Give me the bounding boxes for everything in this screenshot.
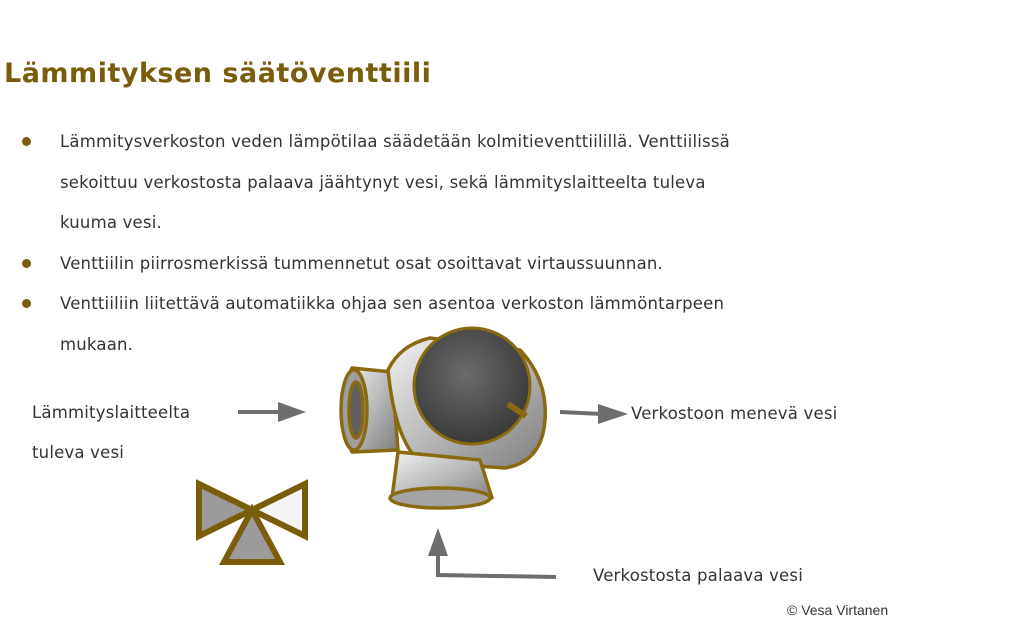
bullet-line: Venttiiliin liitettävä automatiikka ohjaa sen asentoa verkoston lämmöntarpeen xyxy=(60,294,725,313)
outlet-arrow-icon xyxy=(560,404,628,424)
outlet-label: Verkostoon menevä vesi xyxy=(631,404,838,423)
bullet-line: Lämmitysverkoston veden lämpötilaa säädetään kolmitieventtiilillä. Venttiilissä xyxy=(60,132,730,151)
return-arrow-icon xyxy=(428,528,556,577)
inlet-label-line: tuleva vesi xyxy=(32,443,125,462)
inlet-label-line: Lämmityslaitteelta xyxy=(32,403,191,422)
bullet-line: mukaan. xyxy=(60,334,134,354)
valve-symbol-icon xyxy=(199,484,305,562)
return-label: Verkostosta palaava vesi xyxy=(593,566,803,585)
bullet-line: Venttiilin piirrosmerkissä tummennetut osat osoittavat virtaussuunnan. xyxy=(60,253,664,273)
bullet-line: sekoittuu verkostosta palaava jäähtynyt vesi, sekä lämmityslaitteelta tuleva xyxy=(60,172,706,192)
valve-illustration xyxy=(341,328,545,508)
bullet-line: kuuma vesi. xyxy=(60,213,162,232)
inlet-arrow-icon xyxy=(238,402,306,422)
slide-title: Lämmityksen säätöventtiili xyxy=(4,58,432,89)
copyright-text: © Vesa Virtanen xyxy=(787,602,889,618)
